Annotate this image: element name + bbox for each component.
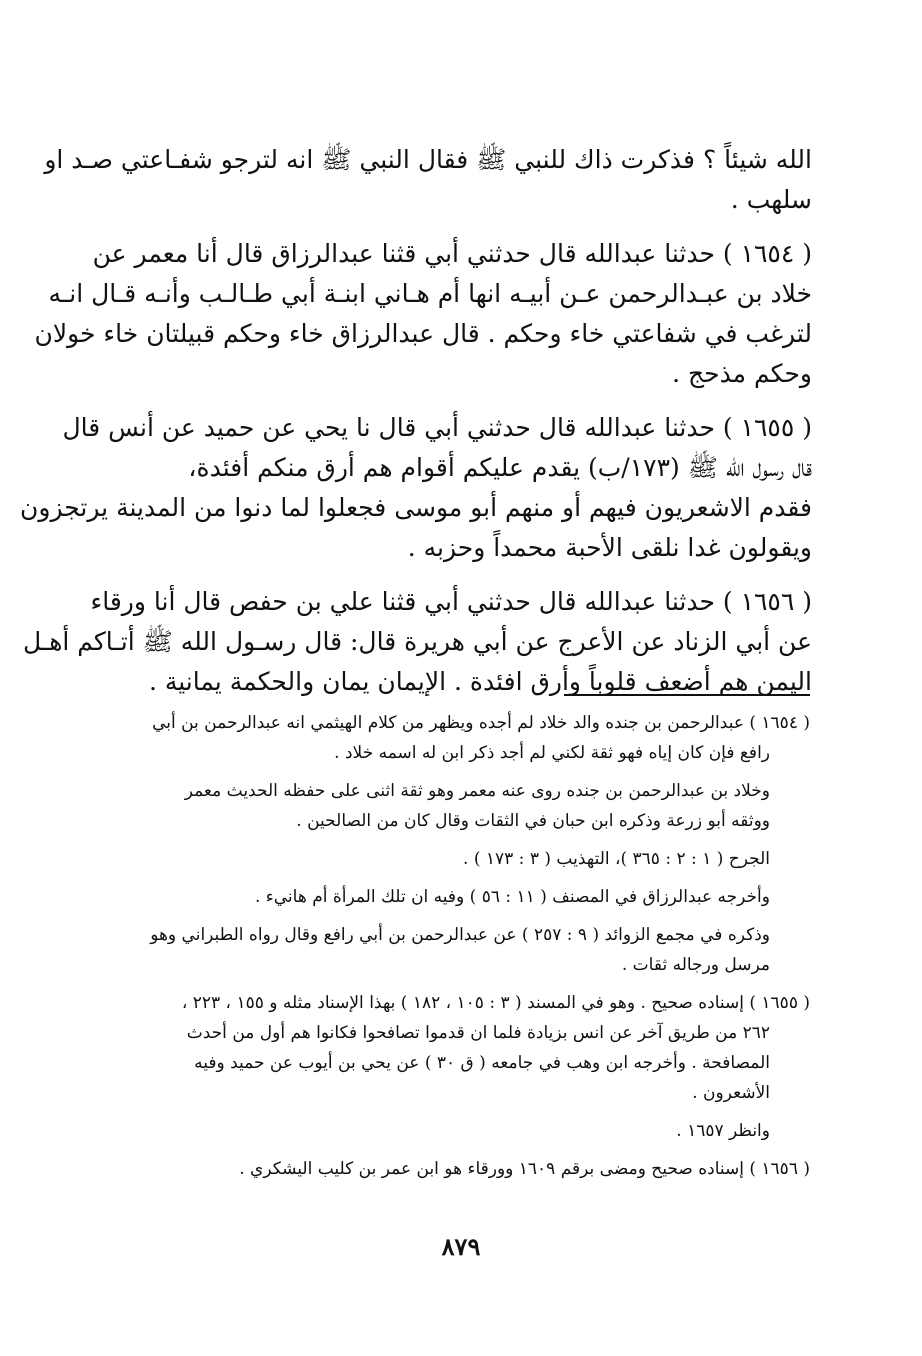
- main-line: ويقولون غدا نلقى الأحبة محمداً وحزبه .: [407, 533, 812, 562]
- main-line: ( ١٦٥٦ ) حدثنا عبدالله قال حدثني أبي قثنا علي بن حفص قال أنا ورقاء: [90, 587, 812, 616]
- main-line: قال رسول الله ﷺ (١٧٣/ب) يقدم عليكم أقوام هم أرق منكم أفئدة،: [188, 453, 812, 482]
- main-line: اليمن هم أضعف قلوباً وأرق افئدة . الإيمان يمان والحكمة يمانية .: [148, 667, 812, 696]
- main-text: [20, 140, 812, 702]
- footnotes: [104, 708, 810, 1184]
- page-number: ٨٧٩: [441, 1232, 481, 1261]
- main-line: فقدم الاشعريون فيهم أو منهم أبو موسى فجعلوا لما دنوا من المدينة يرتجزون: [20, 493, 812, 522]
- main-line: سلهب .: [730, 185, 812, 214]
- footnote-line: ووثقه أبو زرعة وذكره ابن حبان في الثقات وقال كان من الصالحين .: [296, 811, 770, 831]
- main-line: ( ١٦٥٤ ) حدثنا عبدالله قال حدثني أبي قثنا عبدالرزاق قال أنا معمر عن: [92, 239, 812, 268]
- footnote-line: ( ١٦٥٦ ) إسناده صحيح ومضى برقم ١٦٠٩ وورقاء هو ابن عمر بن كليب اليشكري .: [239, 1159, 810, 1179]
- main-line: ( ١٦٥٥ ) حدثنا عبدالله قال حدثني أبي قال نا يحي عن حميد عن أنس قال: [62, 413, 812, 442]
- footnote-line: رافع فإن كان إياه فهو ثقة لكني لم أجد ذكر ابن له اسمه خلاد .: [334, 743, 770, 763]
- footnote-line: مرسل ورجاله ثقات .: [621, 955, 770, 975]
- main-line: لترغب في شفاعتي خاء وحكم . قال عبدالرزاق خاء وحكم قبيلتان خاء خولان: [34, 319, 812, 348]
- footnote-line: وانظر ١٦٥٧ .: [676, 1121, 770, 1141]
- footnote-line: وذكره في مجمع الزوائد ( ٩ : ٢٥٧ ) عن عبدالرحمن بن أبي رافع وقال رواه الطبراني وهو: [150, 925, 770, 945]
- footnote-divider: [564, 694, 810, 696]
- main-line: وحكم مذحج .: [672, 359, 812, 388]
- footnote-line: وخلاد بن عبدالرحمن بن جنده روى عنه معمر وهو ثقة اثنى على حفظه الحديث معمر: [184, 781, 770, 801]
- footnote-line: الجرح ( ١ : ٢ : ٣٦٥ )، التهذيب ( ٣ : ١٧٣ ) .: [463, 849, 770, 869]
- main-line: الله شيئاً ؟ فذكرت ذاك للنبي ﷺ فقال النبي ﷺ انه لترجو شفـاعتي صـد او: [44, 145, 812, 174]
- footnote-line: ( ١٦٥٥ ) إسناده صحيح . وهو في المسند ( ٣ : ١٠٥ ، ١٨٢ ) بهذا الإسناد مثله و ١٥٥ ، ٢٢٣ ،: [181, 993, 810, 1013]
- main-line: خلاد بن عبـدالرحمن عـن أبيـه انها أم هـاني ابنـة أبي طـالـب وأنـه قـال انـه: [48, 279, 812, 308]
- footnote-line: وأخرجه عبدالرزاق في المصنف ( ١١ : ٥٦ ) وفيه ان تلك المرأة أم هانيء .: [254, 887, 770, 907]
- footnote-line: ٢٦٢ من طريق آخر عن انس بزيادة فلما ان قدموا تصافحوا فكانوا هم أول من أحدث: [186, 1023, 770, 1043]
- footnote-line: ( ١٦٥٤ ) عبدالرحمن بن جنده والد خلاد لم أجده ويظهر من كلام الهيثمي انه عبدالرحمن بن أبي: [152, 713, 810, 733]
- main-line: عن أبي الزناد عن الأعرج عن أبي هريرة قال: قال رسـول الله ﷺ أتـاكم أهـل: [22, 627, 812, 656]
- footnote-line: الأشعرون .: [692, 1083, 770, 1103]
- footnote-line: المصافحة . وأخرجه ابن وهب في جامعه ( ق ٣٠ ) عن يحي بن أيوب عن حميد وفيه: [194, 1053, 770, 1073]
